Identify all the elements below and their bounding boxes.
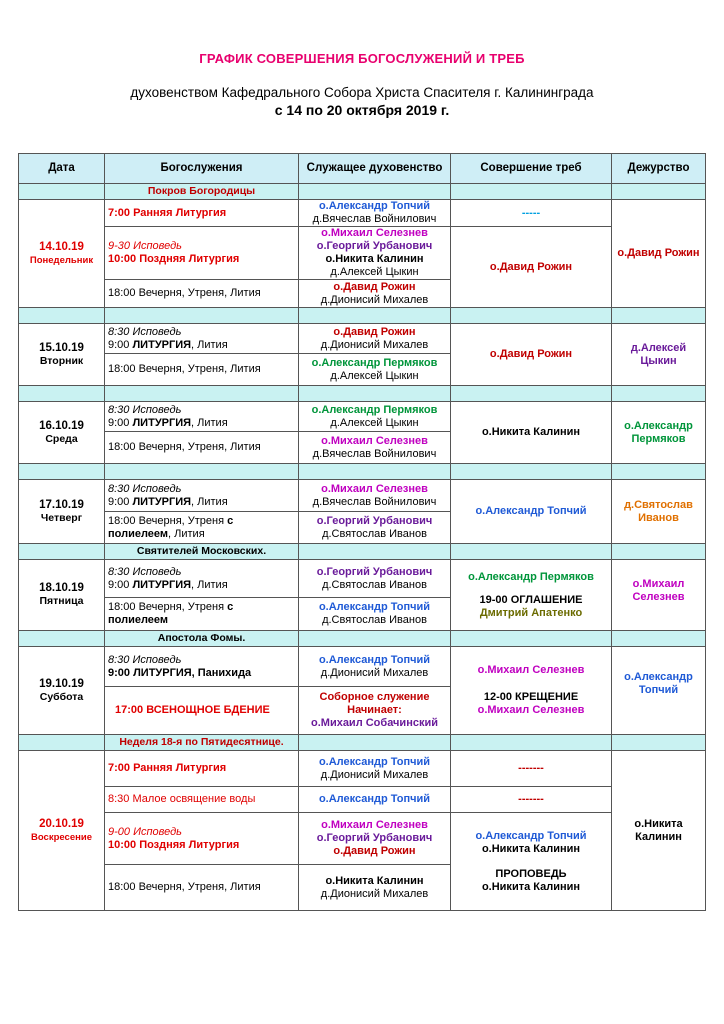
clergy-name: д.Святослав Иванов [322,614,427,626]
treb-cell: ------- [451,751,612,787]
col-header-date: Дата [19,154,105,184]
weekday: Суббота [39,690,84,703]
service-line: 10:00 Поздняя Литургия [108,253,240,265]
clergy-cell [299,813,451,865]
table-row [19,200,706,227]
date-cell [19,751,105,911]
service-line: 9-00 Исповедь [108,825,182,838]
clergy-cell [299,200,451,227]
clergy-cell [299,865,451,911]
feast-label: Покров Богородицы [105,184,299,200]
table-row [19,227,706,280]
clergy-name: д.Алексей Цыкин [330,266,419,278]
clergy-name: о.Георгий Урбанович [316,240,433,252]
clergy-name: д.Дионисий Михалев [320,338,429,351]
service-cell [105,647,299,687]
date-value: 16.10.19 [39,419,84,432]
clergy-name: о.Давид Рожин [333,280,416,293]
clergy-name: о.Давид Рожин [333,845,416,857]
clergy-name: д.Дионисий Михалев [320,666,429,679]
date-cell [19,647,105,735]
clergy-name: д.Дионисий Михалев [320,768,429,781]
service-line: 9:00 ЛИТУРГИЯ, Панихида [108,666,252,679]
clergy-name: о.Александр Топчий [318,200,431,212]
weekday: Понедельник [29,254,94,266]
clergy-name: д.Вячеслав Войнилович [312,213,437,225]
clergy-name: о.Михаил Селезнев [321,819,428,831]
clergy-cell: о.Александр Топчий [299,787,451,813]
col-header-duty: Дежурство [612,154,706,184]
date-value: 15.10.19 [39,341,84,354]
clergy-name: д.Дионисий Михалев [320,887,429,900]
feast-row [19,544,706,560]
clergy-name: о.Давид Рожин [333,325,416,338]
clergy-cell [299,354,451,386]
service-line: полиелеем [108,614,169,626]
table-row [19,813,706,865]
treb-line: о.Никита Калинин [481,842,581,855]
clergy-name: д.Святослав Иванов [322,578,427,591]
clergy-name: о.Георгий Урбанович [316,832,433,844]
weekday: Среда [45,432,78,445]
service-time: 9:00 [108,578,133,591]
service-cell: 7:00 Ранняя Литургия [105,751,299,787]
service-extra: , Лития [191,495,228,508]
clergy-name: Начинает: [347,704,402,716]
service-line [108,528,295,541]
service-cell: 18:00 Вечерня, Утреня, Лития [105,865,299,911]
date-cell [19,324,105,386]
service-cell [105,598,299,631]
clergy-name: о.Михаил Селезнев [321,482,428,495]
date-range: с 14 по 20 октября 2019 г. [274,102,450,118]
service-name: с [227,514,234,527]
treb-line: 19-00 ОГЛАШЕНИЕ [479,593,583,606]
service-name: ЛИТУРГИЯ [132,416,192,429]
clergy-name: д.Алексей Цыкин [330,369,419,382]
date-cell [19,200,105,308]
treb-line: о.Александр Пермяков [468,570,594,583]
clergy-name: о.Михаил Селезнев [321,227,428,239]
service-cell [105,227,299,280]
clergy-name: о.Александр Топчий [318,653,431,666]
weekday: Воскресение [31,831,92,843]
service-extra: , Лития [191,338,228,351]
clergy-name: о.Михаил Собачинский [311,717,438,729]
treb-line: Дмитрий Апатенко [479,606,583,619]
service-line: 8:30 Исповедь [108,325,182,338]
service-cell [105,813,299,865]
service-time: 9:00 [108,416,133,429]
feast-label: Апостола Фомы. [105,631,299,647]
table-row [19,324,706,354]
col-header-clergy: Служащее духовенство [299,154,451,184]
service-line [108,339,295,352]
service-time: 9:00 [108,338,133,351]
service-cell: 8:30 Малое освящение воды [105,787,299,813]
schedule-table [18,153,706,911]
service-line [108,496,295,509]
service-line [108,515,295,528]
clergy-cell [299,432,451,464]
treb-cell: ------- [451,787,612,813]
clergy-name: о.Александр Пермяков [311,403,438,416]
clergy-cell [299,560,451,598]
table-row [19,647,706,687]
table-row [19,402,706,432]
service-cell [105,324,299,354]
service-name: с [227,601,234,613]
service-time: 18:00 Вечерня, Утреня [108,601,228,613]
treb-cell: о.Никита Калинин [451,402,612,464]
date-cell [19,480,105,544]
clergy-name: о.Георгий Урбанович [316,565,433,578]
service-name: полиелеем [108,527,169,540]
page-title: ГРАФИК СОВЕРШЕНИЯ БОГОСЛУЖЕНИЙ И ТРЕБ [199,51,525,66]
clergy-cell [299,480,451,512]
clergy-name: д.Алексей Цыкин [330,416,419,429]
service-line [108,579,295,592]
date-value: 17.10.19 [39,498,84,511]
date-value: 14.10.19 [39,240,84,253]
clergy-name: о.Никита Калинин [325,874,424,887]
page-subtitle: духовенством Кафедрального Собора Христа Спасителя г. Калининграда [130,85,594,100]
spacer-row [19,464,706,480]
treb-line: 12-00 КРЕЩЕНИЕ [483,691,579,703]
header-row [19,154,706,184]
duty-cell: о.Никита Калинин [612,751,706,911]
service-time: 18:00 Вечерня, Утреня [108,514,228,527]
service-line: 9-30 Исповедь [108,240,182,252]
feast-row [19,184,706,200]
service-extra: , Лития [191,578,228,591]
treb-line: о.Александр Топчий [475,829,587,842]
duty-cell: о.Давид Рожин [612,200,706,308]
service-line [108,417,295,430]
duty-cell: д.Святослав Иванов [612,480,706,544]
service-cell: 18:00 Вечерня, Утреня, Лития [105,432,299,464]
service-line: 10:00 Поздняя Литургия [108,838,240,851]
clergy-cell [299,280,451,308]
service-cell [105,480,299,512]
service-cell: 7:00 Ранняя Литургия [105,200,299,227]
date-value: 18.10.19 [39,582,84,594]
clergy-cell [299,402,451,432]
clergy-cell [299,324,451,354]
service-cell: 18:00 Вечерня, Утреня, Лития [105,280,299,308]
weekday: Вторник [39,354,84,367]
service-line: 8:30 Исповедь [108,403,182,416]
treb-cell: о.Давид Рожин [451,227,612,308]
treb-line: ПРОПОВЕДЬ [495,867,567,880]
feast-row [19,735,706,751]
feast-label: Святителей Московских. [105,544,299,560]
table-row [19,560,706,598]
feast-row [19,631,706,647]
treb-line: о.Михаил Селезнев [477,664,585,676]
service-line: 8:30 Исповедь [108,482,182,495]
table-row [19,787,706,813]
clergy-name: о.Никита Калинин [325,253,424,265]
clergy-name: д.Дионисий Михалев [320,293,429,306]
service-cell: 17:00 ВСЕНОЩНОЕ БДЕНИЕ [105,687,299,735]
clergy-cell [299,647,451,687]
clergy-name: о.Михаил Селезнев [321,434,428,447]
col-header-treby: Совершение треб [451,154,612,184]
table-row [19,480,706,512]
treb-line: о.Никита Калинин [481,880,581,893]
spacer-row [19,386,706,402]
weekday: Пятница [39,595,84,607]
clergy-name: о.Александр Топчий [318,601,431,613]
treb-cell: о.Александр Топчий [451,480,612,544]
service-cell: 18:00 Вечерня, Утреня, Лития [105,354,299,386]
service-name: ЛИТУРГИЯ [132,578,192,591]
feast-label: Неделя 18-я по Пятидесятнице. [105,735,299,751]
table-row [19,751,706,787]
service-time: 9:00 [108,495,133,508]
clergy-name: д.Святослав Иванов [322,527,427,540]
duty-cell: о.Александр Топчий [612,647,706,735]
treb-cell: о.Давид Рожин [451,324,612,386]
service-line: 8:30 Исповедь [108,653,182,666]
date-cell [19,402,105,464]
clergy-name: о.Георгий Урбанович [316,514,433,527]
clergy-cell [299,687,451,735]
service-extra: , Лития [168,527,205,540]
service-line: 8:30 Исповедь [108,565,182,578]
treb-line: о.Михаил Селезнев [477,704,585,716]
service-cell [105,402,299,432]
service-name: ЛИТУРГИЯ [132,338,192,351]
clergy-cell [299,598,451,631]
duty-cell: о.Александр Пермяков [612,402,706,464]
service-extra: , Лития [191,416,228,429]
service-name: ЛИТУРГИЯ [132,495,192,508]
date-value: 19.10.19 [39,677,84,690]
spacer-row [19,308,706,324]
treb-cell [451,560,612,631]
col-header-services: Богослужения [105,154,299,184]
treb-cell [451,813,612,911]
duty-cell: о.Михаил Селезнев [612,560,706,631]
duty-cell: д.Алексей Цыкин [612,324,706,386]
clergy-cell [299,512,451,544]
clergy-name: о.Александр Пермяков [311,356,438,369]
treb-cell: ----- [451,200,612,227]
clergy-name: о.Александр Топчий [318,755,431,768]
service-line [108,601,295,614]
service-cell [105,512,299,544]
date-cell [19,560,105,631]
clergy-cell [299,751,451,787]
clergy-name: Соборное служение [319,691,430,703]
clergy-cell [299,227,451,280]
clergy-name: д.Вячеслав Войнилович [312,495,437,508]
date-value: 20.10.19 [39,817,84,830]
clergy-name: д.Вячеслав Войнилович [312,447,437,460]
service-cell [105,560,299,598]
weekday: Четверг [40,511,83,524]
treb-cell [451,647,612,735]
